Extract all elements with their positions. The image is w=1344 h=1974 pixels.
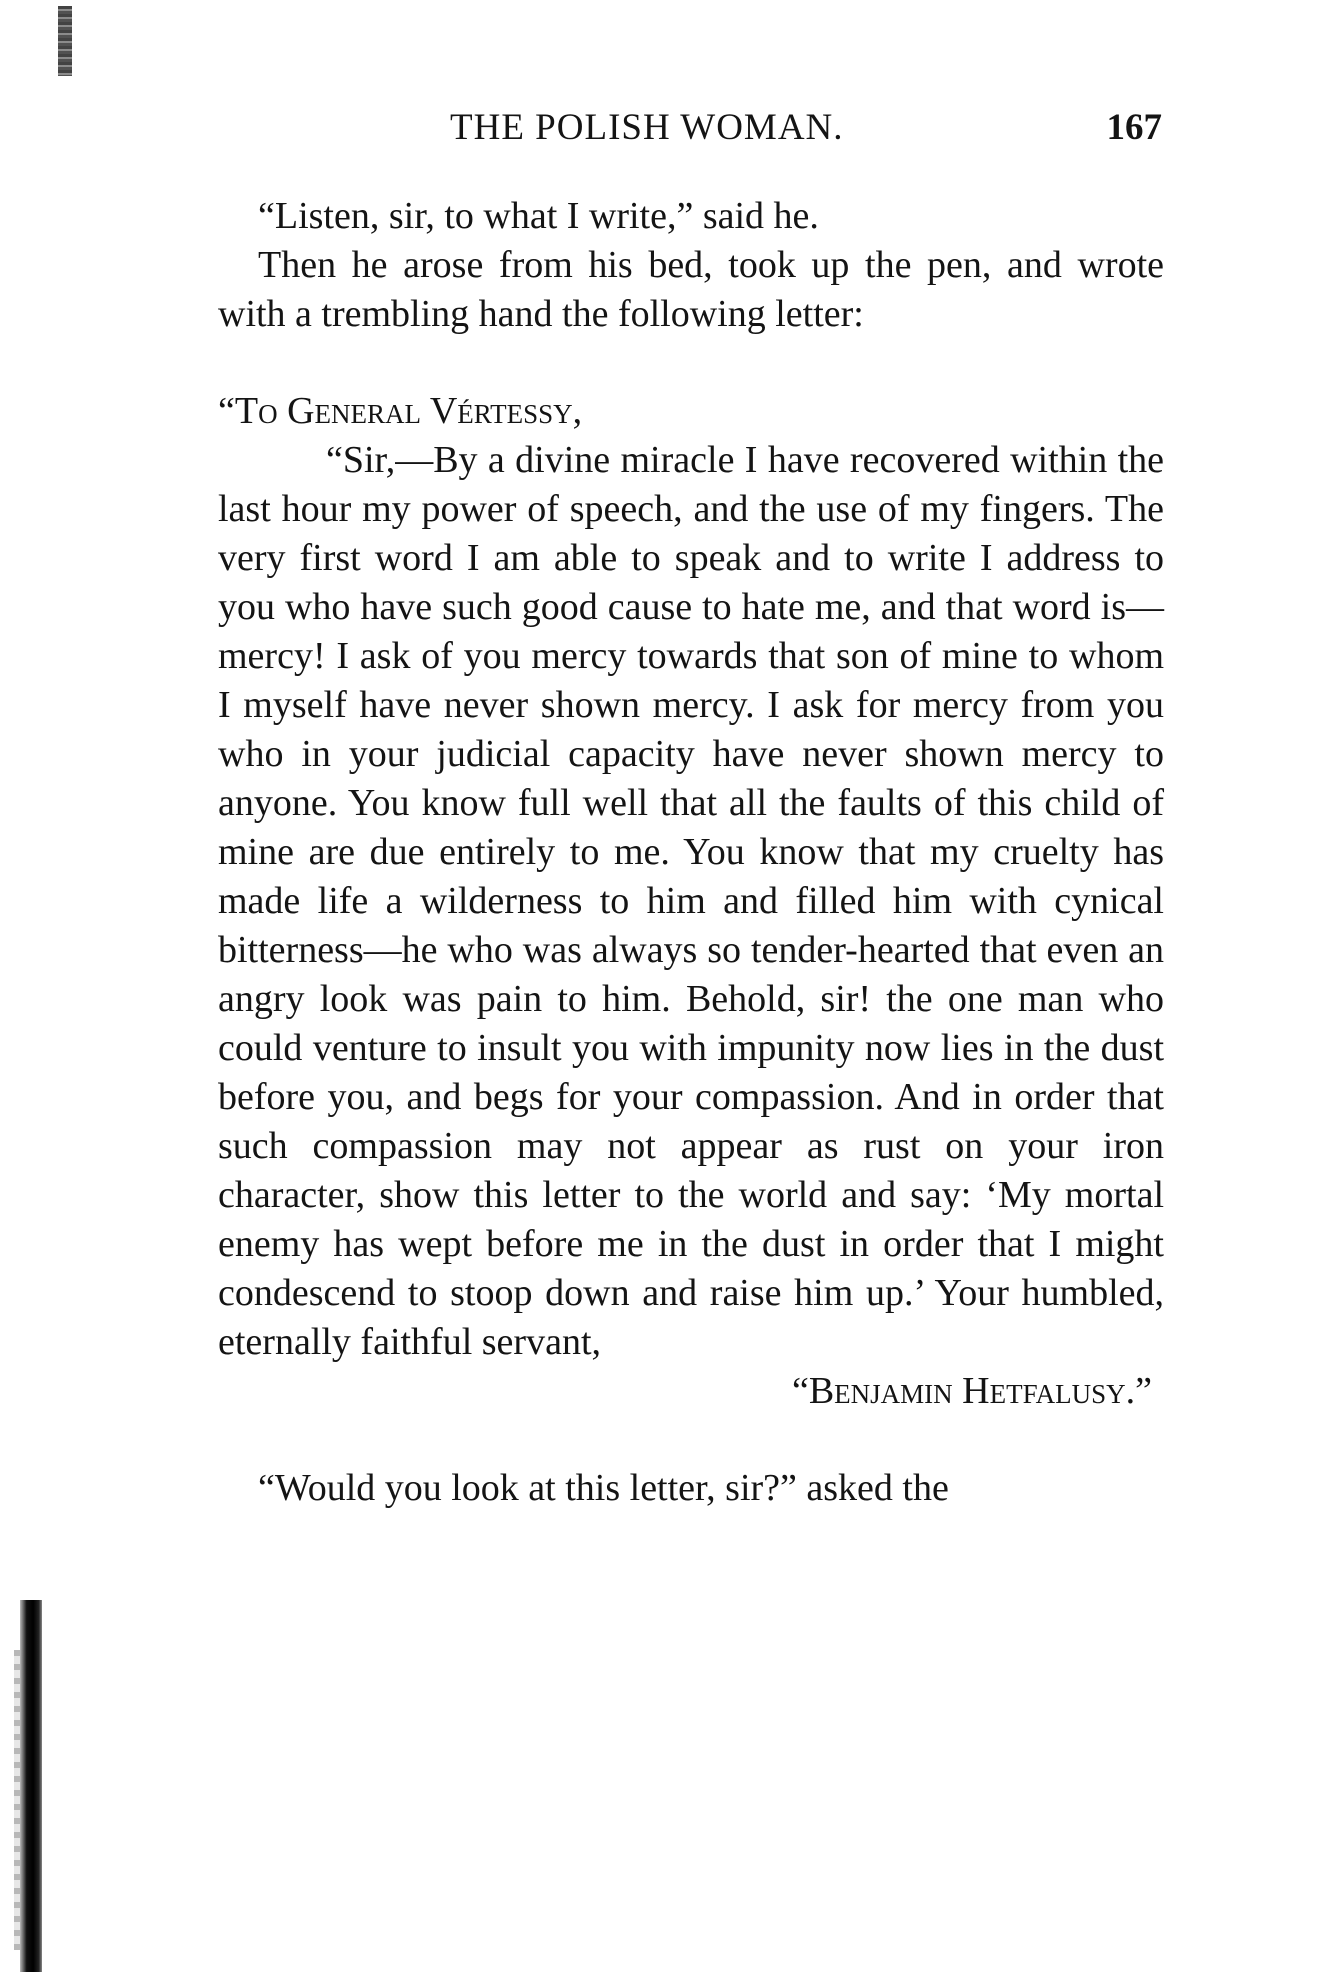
- scan-mark-top: [58, 6, 72, 76]
- paragraph-1: “Listen, sir, to what I write,” said he.: [258, 195, 819, 237]
- paragraph-closing: “Would you look at this letter, sir?” asked the: [258, 1467, 949, 1509]
- body-text: [218, 192, 1164, 1513]
- letter-signature: “Benjamin Hetfalusy.”: [791, 1370, 1152, 1412]
- scan-edge-mark: [14, 1650, 20, 1950]
- page-header: [216, 102, 1166, 158]
- paragraph-2: Then he arose from his bed, took up the pen, and wrote with a trembling hand the following letter:: [218, 244, 1164, 335]
- scan-binding-shadow: [20, 1600, 42, 1972]
- letter-salutation: “To General Vértessy,: [218, 390, 583, 432]
- page-number: 167: [1106, 107, 1162, 148]
- letter-body: “Sir,—By a divine miracle I have recovered within the last hour my power of speech, and the use of my fingers. The very first word I am able to speak and to write I address to you who have such good cause to hate me, and that word is—mercy! I ask of you mercy towards that son of mine to whom I myself have never shown mercy. I ask for mercy from you who in your judicial capacity have never shown mercy to anyone. You know full well that all the faults of this child of mine are due entirely to me. You know that my cruelty has made life a wilderness to him and filled him with cynical bitterness—he who was always so tender-hearted that even an angry look was pain to him. Behold, sir! the one man who could venture to insult you with impunity now lies in the dust before you, and begs for your compassion. And in order that such compassion may not appear as rust on your iron character, show this letter to the world and say: ‘My mortal enemy has wept before me in the dust in order that I might condescend to stoop down and raise him up.’ Your humbled, eternally faithful servant,: [218, 439, 1164, 1363]
- running-title: THE POLISH WOMAN.: [450, 107, 844, 148]
